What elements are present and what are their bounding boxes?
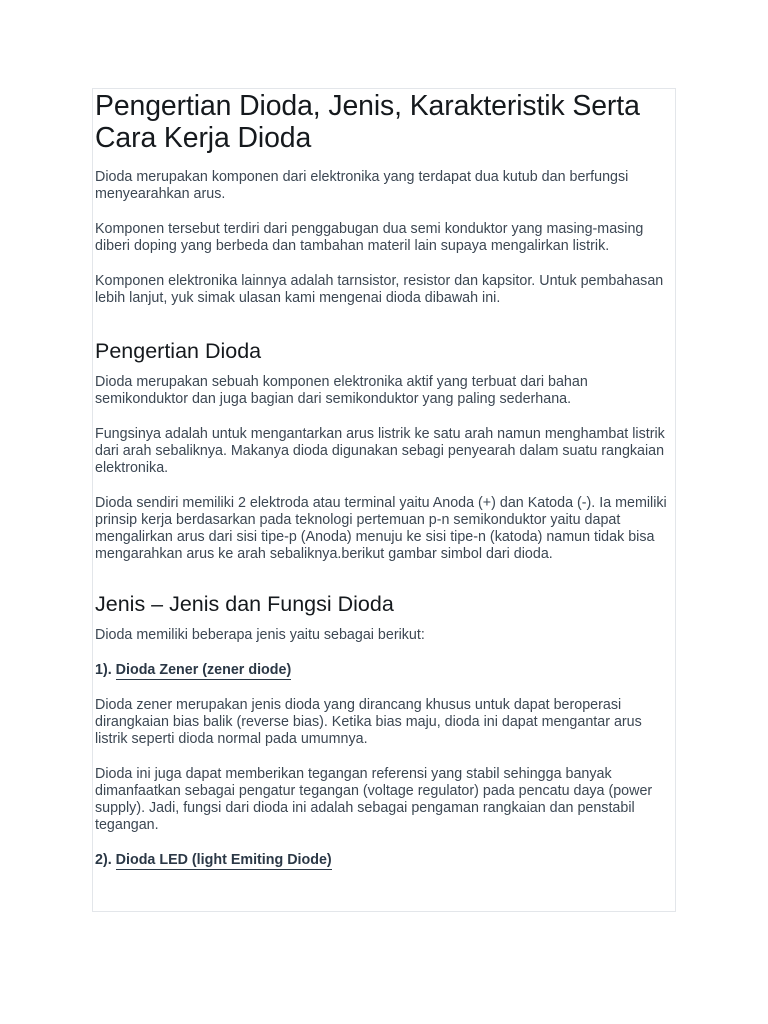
intro-paragraph-3: Komponen elektronika lainnya adalah tarnsistor, resistor dan kapsitor. Untuk pembahasan lebih lanjut, yuk simak ulasan kami mengenai dioda dibawah ini.: [95, 273, 664, 306]
pengertian-paragraph-2: Fungsinya adalah untuk mengantarkan arus listrik ke satu arah namun menghambat listrik dari arah sebaliknya. Makanya dioda digunakan sebagi penyearah dalam suatu rangkaian elektronika.: [95, 426, 665, 476]
zener-paragraph-2: Dioda ini juga dapat memberikan tegangan referensi yang stabil sehingga banyak dimanfaatkan sebagai pengatur tegangan (voltage regulator) pada pencatu daya (power supply). Jadi, fungsi dari dioda ini adalah sebagai pengaman rangkaian dan penstabil tegangan.: [95, 766, 653, 833]
article-title: Pengertian Dioda, Jenis, Karakteristik Serta Cara Kerja Dioda: [95, 90, 640, 154]
dioda-zener-link[interactable]: Dioda Zener (zener diode): [115, 662, 292, 678]
document-page: [92, 88, 676, 912]
section-heading-jenis: Jenis – Jenis dan Fungsi Dioda: [95, 592, 394, 616]
article-body: [95, 90, 673, 869]
jenis-intro: Dioda memiliki beberapa jenis yaitu sebagai berikut:: [95, 627, 425, 643]
pengertian-paragraph-3: Dioda sendiri memiliki 2 elektroda atau terminal yaitu Anoda (+) dan Katoda (-). Ia memiliki prinsip kerja berdasarkan pada teknologi pertemuan p-n semikonduktor yaitu dapat mengalirkan arus dari sisi tipe-p (Anoda) menuju ke sisi tipe-n (katoda) namun tidak bisa mengarahkan arus ke arah sebaliknya.berikut gambar simbol dari dioda.: [95, 495, 667, 562]
intro-paragraph-1: Dioda merupakan komponen dari elektronika yang terdapat dua kutub dan berfungsi menyearahkan arus.: [95, 169, 629, 202]
section-heading-pengertian: Pengertian Dioda: [95, 339, 262, 363]
zener-paragraph-1: Dioda zener merupakan jenis dioda yang dirancang khusus untuk dapat beroperasi dirangkaian bias balik (reverse bias). Ketika bias maju, dioda ini dapat mengantar arus listrik seperti dioda normal pada umumnya.: [95, 697, 642, 747]
dioda-led-link[interactable]: Dioda LED (light Emiting Diode): [115, 852, 332, 868]
item-number: 2).: [95, 852, 116, 868]
pengertian-paragraph-1: Dioda merupakan sebuah komponen elektronika aktif yang terbuat dari bahan semikonduktor dan juga bagian dari semikonduktor yang paling sederhana.: [95, 374, 588, 407]
subheading-dioda-zener: [95, 662, 673, 679]
subheading-dioda-led: [95, 852, 673, 869]
item-number: 1).: [95, 662, 116, 678]
intro-paragraph-2: Komponen tersebut terdiri dari penggabugan dua semi konduktor yang masing-masing diberi doping yang berbeda dan tambahan materil lain supaya mengalirkan listrik.: [95, 221, 644, 254]
